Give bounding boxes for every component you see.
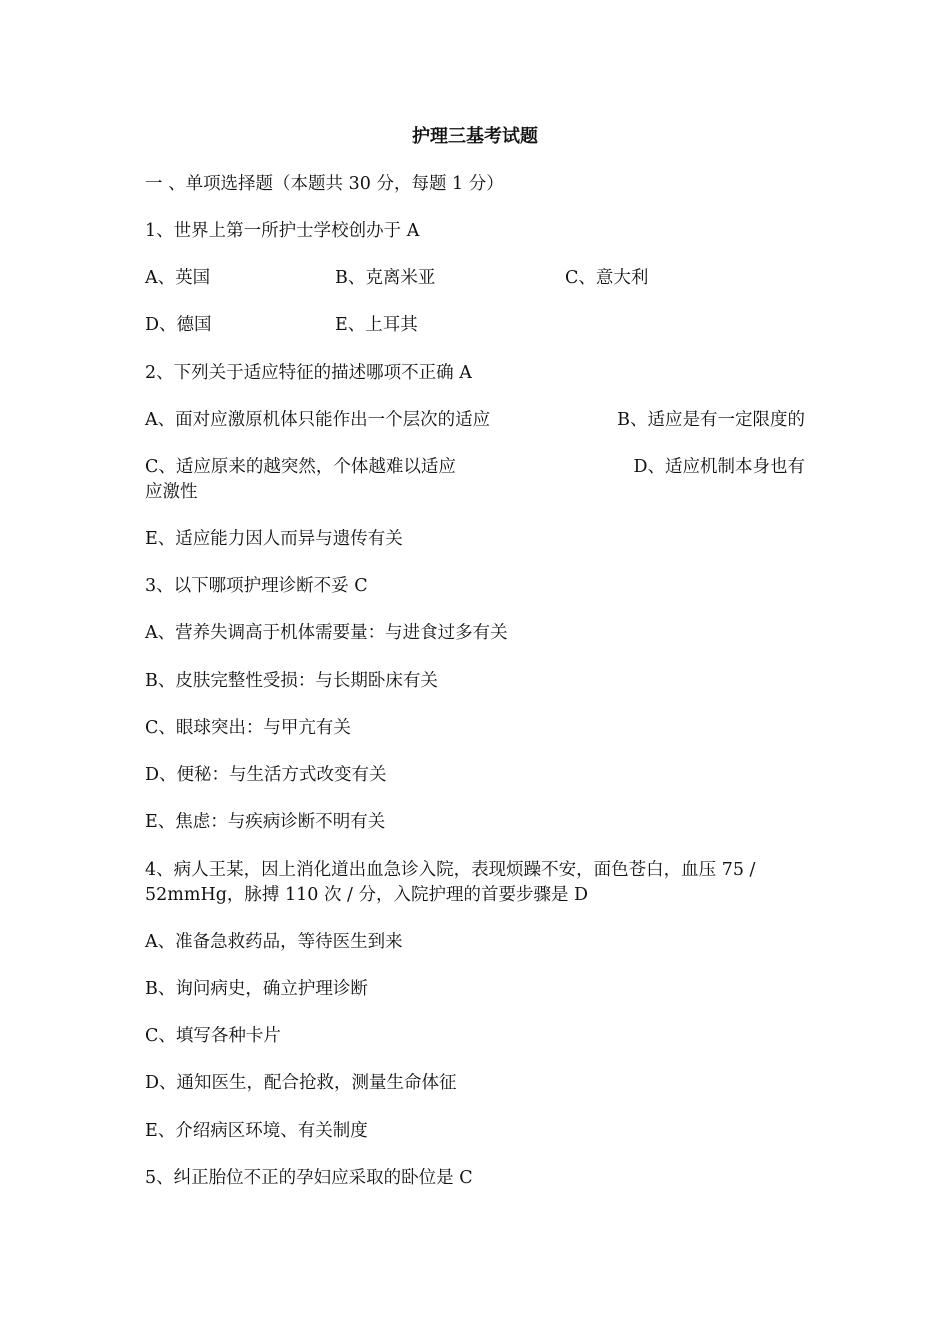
question-3-stem: 3、以下哪项护理诊断不妥 C [145,576,368,596]
question-3-option-d: D、便秘：与生活方式改变有关 [145,765,387,785]
question-1-option-c: C、意大利 [565,268,649,288]
question-4-option-e: E、介绍病区环境、有关制度 [145,1121,368,1141]
question-1-stem: 1、世界上第一所护士学校创办于 A [145,221,420,241]
question-3-option-c: C、眼球突出：与甲亢有关 [145,718,351,738]
question-4-option-a: A、准备急救药品，等待医生到来 [145,932,403,952]
question-1-option-a: A、英国 [145,268,211,288]
question-3-option-a: A、营养失调高于机体需要量：与进食过多有关 [145,623,508,643]
question-1-option-d: D、德国 [145,315,212,335]
question-2-stem: 2、下列关于适应特征的描述哪项不正确 A [145,363,472,383]
question-5-stem: 5、纠正胎位不正的孕妇应采取的卧位是 C [145,1168,473,1188]
question-2-option-c: C、适应原来的越突然，个体越难以适应 [145,457,456,477]
question-4-stem-line-2: 52mmHg，脉搏 110 次 / 分，入院护理的首要步骤是 D [145,885,589,905]
question-4-stem-line-1: 4、病人王某，因上消化道出血急诊入院，表现烦躁不安，面色苍白，血压 75 / [145,860,756,880]
question-3-option-e: E、焦虑：与疾病诊断不明有关 [145,812,386,832]
question-4-option-b: B、询问病史，确立护理诊断 [145,979,368,999]
question-3-option-b: B、皮肤完整性受损：与长期卧床有关 [145,671,438,691]
question-2-option-a: A、面对应激原机体只能作出一个层次的适应 [145,410,491,430]
question-4-option-c: C、填写各种卡片 [145,1026,281,1046]
question-4-option-d: D、通知医生，配合抢救，测量生命体征 [145,1073,457,1093]
question-2-option-b: B、适应是有一定限度的 [617,410,805,430]
question-2-option-d: D、适应机制本身也有 [633,457,805,477]
document-title: 护理三基考试题 [412,126,538,147]
question-2-option-d-continued: 应激性 [145,482,198,502]
question-1-option-e: E、上耳其 [335,315,418,335]
question-1-option-b: B、克离米亚 [335,268,436,288]
question-2-option-e: E、适应能力因人而异与遗传有关 [145,529,403,549]
section-header: 一 、单项选择题（本题共 30 分，每题 1 分） [145,174,504,194]
